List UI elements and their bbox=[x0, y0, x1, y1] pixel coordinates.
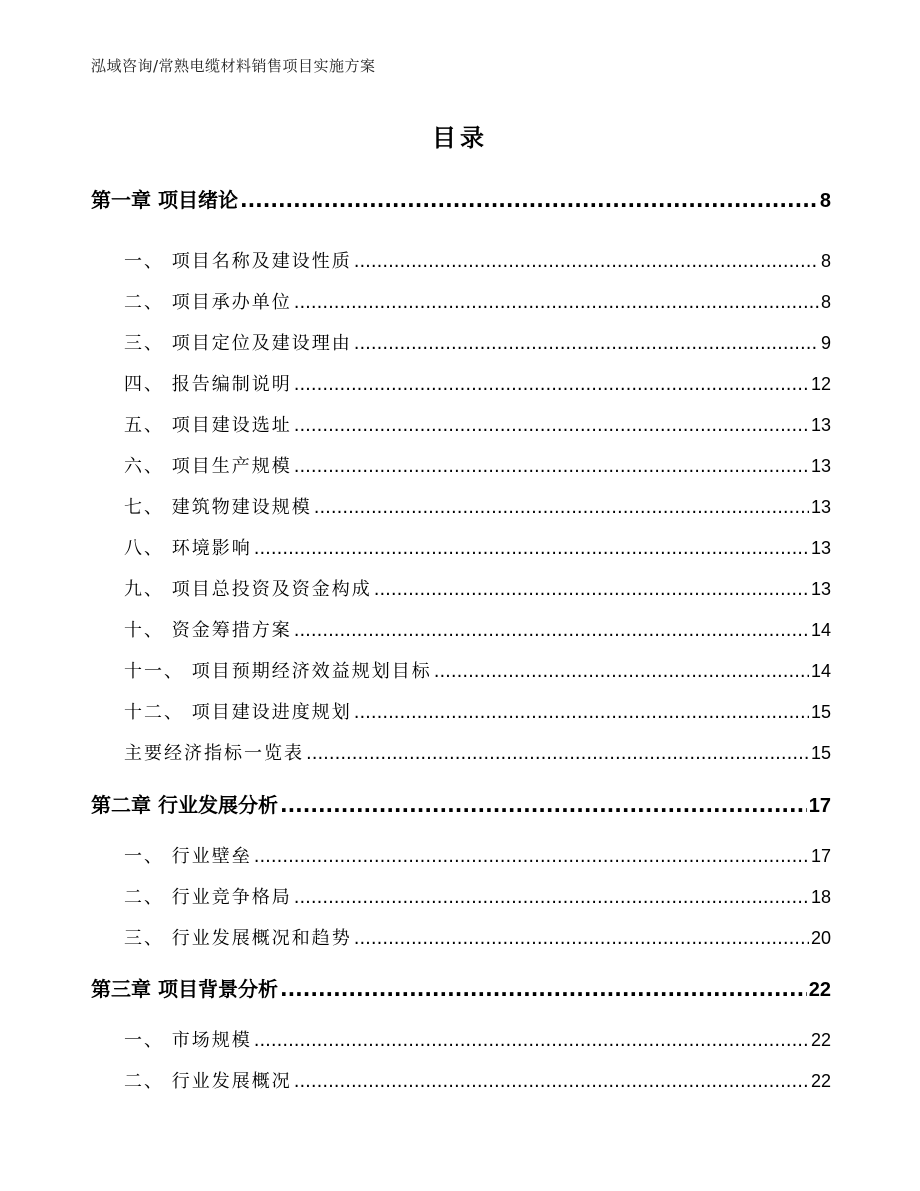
toc-entry-page: 9 bbox=[820, 333, 831, 353]
toc-entry-label: 七、 建筑物建设规模 bbox=[124, 497, 312, 518]
toc-leader-dots bbox=[254, 538, 809, 559]
toc-entry-page: 18 bbox=[810, 887, 831, 907]
toc-leader-dots bbox=[374, 579, 809, 600]
toc-entry-page: 13 bbox=[810, 497, 831, 517]
toc-entry-label: 五、 项目建设选址 bbox=[124, 415, 292, 436]
toc-leader-dots bbox=[354, 251, 819, 272]
toc-entry-label: 三、 行业发展概况和趋势 bbox=[124, 928, 352, 949]
toc-entry-label: 二、 行业竞争格局 bbox=[124, 887, 292, 908]
toc-entry-page: 12 bbox=[810, 374, 831, 394]
toc-leader-dots bbox=[354, 333, 819, 354]
toc-entry-label: 六、 项目生产规模 bbox=[124, 456, 292, 477]
toc-entry-page: 14 bbox=[810, 661, 831, 681]
toc-leader-dots bbox=[240, 188, 818, 212]
toc-entry-page: 15 bbox=[810, 702, 831, 722]
toc-entry-section[interactable] bbox=[124, 924, 831, 950]
toc-entry-section[interactable] bbox=[124, 247, 831, 273]
toc-leader-dots bbox=[280, 977, 807, 1001]
toc-entry-section[interactable] bbox=[124, 534, 831, 560]
toc-entry-page: 13 bbox=[810, 456, 831, 476]
toc-entry-label: 十二、 项目建设进度规划 bbox=[124, 702, 352, 723]
toc-entry-chapter-3[interactable] bbox=[91, 973, 831, 1002]
toc-entry-label: 二、 行业发展概况 bbox=[124, 1071, 292, 1092]
toc-entry-section[interactable] bbox=[124, 698, 831, 724]
toc-entry-label: 十一、 项目预期经济效益规划目标 bbox=[124, 661, 432, 682]
toc-entry-section[interactable] bbox=[124, 370, 831, 396]
toc-entry-label: 十、 资金筹措方案 bbox=[124, 620, 292, 641]
toc-leader-dots bbox=[294, 415, 809, 436]
toc-entry-label: 第三章 项目背景分析 bbox=[91, 977, 278, 1001]
toc-entry-section[interactable] bbox=[124, 883, 831, 909]
toc-entry-chapter-2[interactable] bbox=[91, 789, 831, 818]
toc-entry-section[interactable] bbox=[124, 288, 831, 314]
toc-entry-label: 九、 项目总投资及资金构成 bbox=[124, 579, 372, 600]
toc-entry-section[interactable] bbox=[124, 657, 831, 683]
toc-entry-section[interactable] bbox=[124, 493, 831, 519]
toc-entry-page: 13 bbox=[810, 415, 831, 435]
toc-entry-label: 四、 报告编制说明 bbox=[124, 374, 292, 395]
toc-leader-dots bbox=[354, 702, 809, 723]
toc-leader-dots bbox=[294, 456, 809, 477]
toc-entry-section[interactable] bbox=[124, 842, 831, 868]
toc-entry-page: 15 bbox=[810, 743, 831, 763]
toc-leader-dots bbox=[354, 928, 809, 949]
toc-leader-dots bbox=[280, 793, 807, 817]
toc-entry-section[interactable] bbox=[124, 452, 831, 478]
toc-entry-section[interactable] bbox=[124, 616, 831, 642]
toc-entry-page: 14 bbox=[810, 620, 831, 640]
toc-entry-label: 主要经济指标一览表 bbox=[124, 743, 304, 764]
toc-leader-dots bbox=[306, 743, 809, 764]
toc-entry-page: 22 bbox=[808, 979, 831, 1001]
toc-entry-label: 一、 市场规模 bbox=[124, 1030, 252, 1051]
toc-entry-label: 二、 项目承办单位 bbox=[124, 292, 292, 313]
toc-entry-label: 三、 项目定位及建设理由 bbox=[124, 333, 352, 354]
toc-leader-dots bbox=[254, 1030, 809, 1051]
toc-entry-section[interactable] bbox=[124, 411, 831, 437]
toc-entry-page: 17 bbox=[808, 795, 831, 817]
toc-leader-dots bbox=[254, 846, 809, 867]
page-header: 泓域咨询/常熟电缆材料销售项目实施方案 bbox=[91, 57, 376, 75]
toc-entry-label: 八、 环境影响 bbox=[124, 538, 252, 559]
toc-entry-label: 第一章 项目绪论 bbox=[91, 188, 238, 212]
toc-entry-section[interactable] bbox=[124, 575, 831, 601]
toc-leader-dots bbox=[294, 374, 809, 395]
toc-leader-dots bbox=[314, 497, 809, 518]
toc-title: 目录 bbox=[432, 124, 488, 152]
toc-entry-section[interactable] bbox=[124, 1067, 831, 1093]
toc-leader-dots bbox=[294, 1071, 809, 1092]
toc-entry-section[interactable] bbox=[124, 739, 831, 765]
toc-entry-label: 一、 项目名称及建设性质 bbox=[124, 251, 352, 272]
toc-entry-chapter-1[interactable] bbox=[91, 184, 831, 213]
toc-entry-page: 22 bbox=[810, 1071, 831, 1091]
toc-entry-label: 第二章 行业发展分析 bbox=[91, 793, 278, 817]
toc-entry-page: 17 bbox=[810, 846, 831, 866]
toc-leader-dots bbox=[434, 661, 809, 682]
toc-leader-dots bbox=[294, 887, 809, 908]
toc-entry-page: 8 bbox=[819, 190, 831, 212]
toc-entry-page: 13 bbox=[810, 538, 831, 558]
toc-entry-page: 20 bbox=[810, 928, 831, 948]
toc-entry-section[interactable] bbox=[124, 329, 831, 355]
toc-leader-dots bbox=[294, 292, 819, 313]
toc-entry-page: 22 bbox=[810, 1030, 831, 1050]
toc-entry-section[interactable] bbox=[124, 1026, 831, 1052]
toc-entry-page: 8 bbox=[820, 292, 831, 312]
toc-entry-page: 8 bbox=[820, 251, 831, 271]
toc-leader-dots bbox=[294, 620, 809, 641]
toc-entry-label: 一、 行业壁垒 bbox=[124, 846, 252, 867]
toc-entry-page: 13 bbox=[810, 579, 831, 599]
